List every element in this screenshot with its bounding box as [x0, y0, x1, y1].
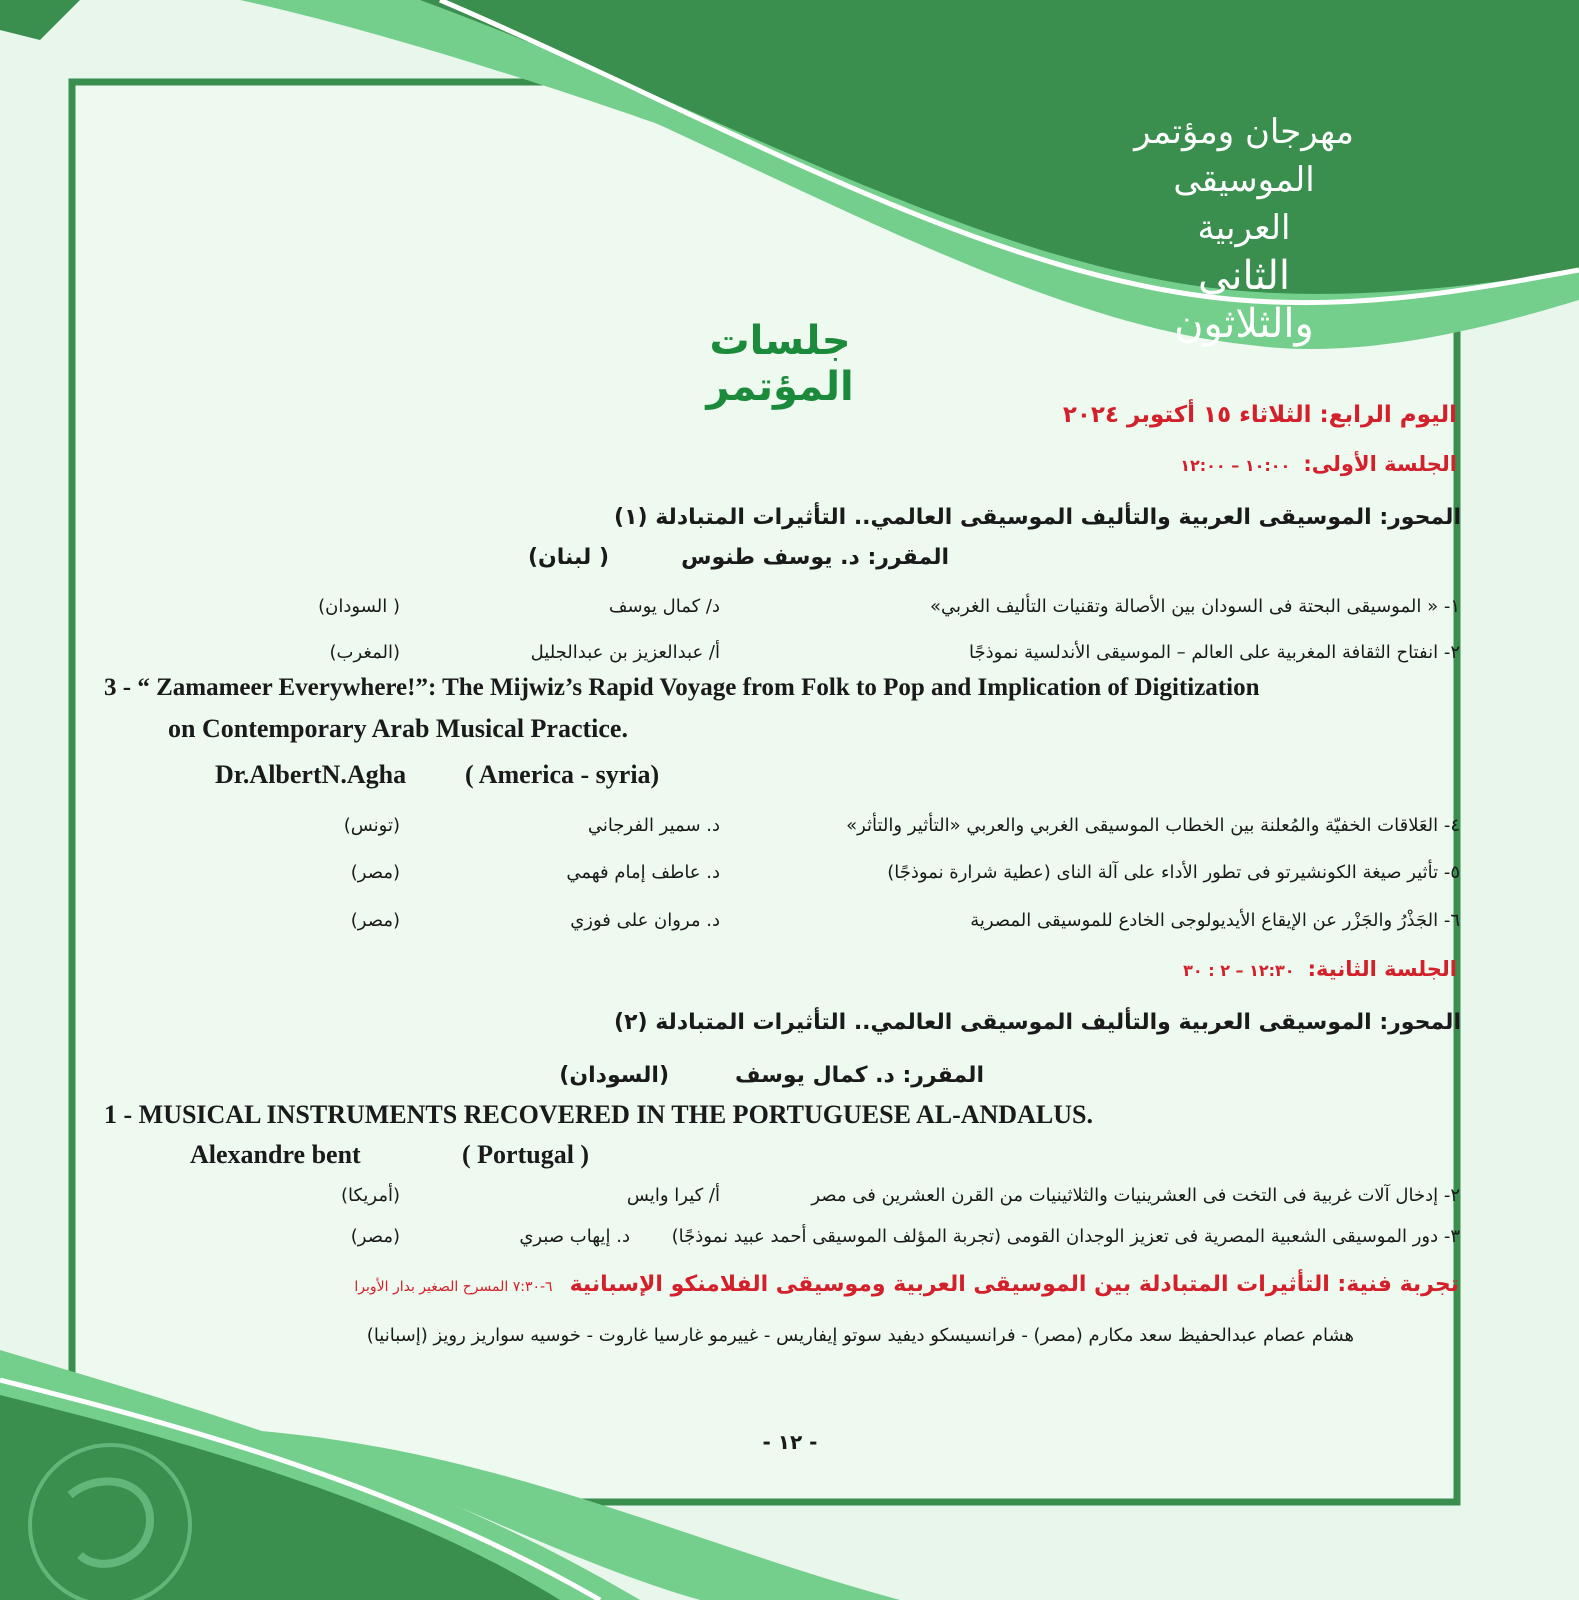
english-paper-author: Dr.AlbertN.Agha — [215, 760, 407, 789]
paper-author: د/ كمال يوسف — [608, 596, 720, 617]
paper-author: د. إيهاب صبري — [519, 1226, 630, 1247]
paper-country: (مصر) — [350, 862, 400, 883]
session2-rapporteur: المقرر: د. كمال يوسف — [735, 1063, 984, 1088]
paper-title: ٢- إدخال آلات غربية فى التخت فى العشرينيات والثلاثينيات من القرن العشرين فى مصر — [811, 1185, 1460, 1206]
paper-author: د. عاطف إمام فهمي — [566, 862, 720, 883]
paper-country: (المغرب) — [329, 642, 400, 663]
paper-row — [150, 815, 1460, 845]
english-paper-author: Alexandre bent — [190, 1140, 361, 1169]
english-paper-country: ( America - syria) — [465, 760, 660, 789]
experiment-time-venue: ٦-٧:٣٠ المسرح الصغير بدار الأوبرا — [354, 1279, 553, 1295]
paper-row — [150, 910, 1460, 940]
paper-row — [150, 642, 1460, 672]
session2-label: الجلسة الثانية: — [1307, 957, 1457, 981]
paper-title: ٦- الجَذْرُ والجَزْر عن الإيقاع الأيديولوجى الخادع للموسيقى المصرية — [970, 910, 1460, 931]
paper-row — [150, 1185, 1460, 1215]
paper-title: ٥- تأثير صيغة الكونشيرتو فى تطور الأداء على آلة الناى (عطية شرارة نموذجًا) — [887, 862, 1460, 883]
english-paper-country: ( Portugal ) — [462, 1140, 590, 1169]
festival-line1: مهرجان ومؤتمر الموسيقى العربية — [1134, 112, 1354, 248]
paper-row — [150, 1226, 1460, 1256]
paper-country: (مصر) — [350, 1226, 400, 1247]
day-heading: اليوم الرابع: الثلاثاء ١٥ أكتوبر ٢٠٢٤ — [1062, 402, 1457, 428]
festival-logo — [1124, 108, 1364, 348]
session1-label: الجلسة الأولى: — [1303, 452, 1457, 476]
session1-time: ١٠:٠٠ – ١٢:٠٠ — [1180, 456, 1291, 475]
session1-rapporteur-country: ( لبنان) — [527, 545, 609, 570]
paper-row — [150, 862, 1460, 892]
session2-rapporteur-country: (السودان) — [559, 1063, 669, 1088]
page-title: جلسات المؤتمر — [706, 318, 854, 410]
paper-country: (تونس) — [343, 815, 400, 836]
english-paper-line1: 1 - MUSICAL INSTRUMENTS RECOVERED IN THE PORTUGUESE AL-ANDALUS. — [104, 1100, 1093, 1129]
paper-country: (مصر) — [350, 910, 400, 931]
experiment-title: تجربة فنية: التأثيرات المتبادلة بين الموسيقى العربية وموسيقى الفلامنكو الإسبانية — [569, 1272, 1459, 1297]
session2-time: ١٢:٣٠ – ٢ : ٣٠ — [1183, 961, 1295, 980]
paper-author: د. مروان على فوزي — [570, 910, 720, 931]
session2-heading — [1183, 957, 1457, 981]
english-paper-line2: on Contemporary Arab Musical Practice. — [168, 714, 628, 743]
paper-country: (أمريكا) — [340, 1185, 400, 1206]
paper-author: د. سمير الفرجاني — [587, 815, 720, 836]
paper-author: أ/ عبدالعزيز بن عبدالجليل — [530, 642, 720, 663]
paper-title: ١- « الموسيقى البحتة فى السودان بين الأصالة وتقنيات التأليف الغربي» — [929, 596, 1460, 617]
experiment-heading — [354, 1272, 1459, 1297]
page-number: - ١٢ - — [762, 1430, 818, 1454]
festival-line2: الثاني والثلاثون — [1174, 253, 1314, 347]
session1-rapporteur: المقرر: د. يوسف طنوس — [681, 545, 949, 570]
paper-title: ٤- العَلاقات الخفيّة والمُعلنة بين الخطاب الموسيقى الغربي والعربي «التأثير والتأثر» — [846, 815, 1460, 836]
paper-title: ٣- دور الموسيقى الشعبية المصرية فى تعزيز الوجدان القومى (تجربة المؤلف الموسيقى أحمد عبيد نموذجًا) — [671, 1226, 1460, 1247]
english-paper-line1: 3 - “ Zamameer Everywhere!”: The Mijwiz’s Rapid Voyage from Folk to Pop and Implication of Digitization — [104, 674, 1260, 701]
paper-title: ٢- انفتاح الثقافة المغربية على العالم – الموسيقى الأندلسية نموذجًا — [969, 642, 1460, 663]
paper-row — [150, 596, 1460, 626]
paper-country: ( السودان) — [318, 596, 400, 617]
experiment-performers: هشام عصام عبدالحفيظ سعد مكارم (مصر) - فرانسيسكو ديفيد سوتو إيفاريس - غييرمو غارسيا غاروت - خوسيه سواريز رويز (إسبانيا) — [366, 1325, 1354, 1346]
paper-author: أ/ كيرا وايس — [626, 1185, 720, 1206]
session2-axis: المحور: الموسيقى العربية والتأليف الموسيقى العالمي.. التأثيرات المتبادلة (٢) — [614, 1010, 1461, 1035]
session1-axis: المحور: الموسيقى العربية والتأليف الموسيقى العالمي.. التأثيرات المتبادلة (١) — [614, 505, 1461, 530]
session1-heading — [1180, 452, 1457, 476]
